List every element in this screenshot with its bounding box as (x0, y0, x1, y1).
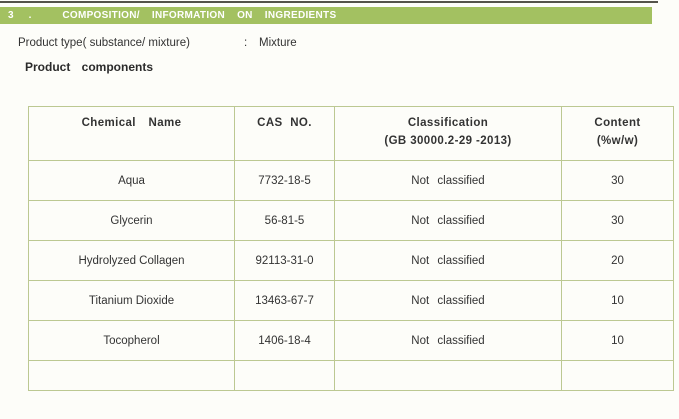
table-row (29, 161, 674, 201)
cas-no-cell: 1406-18-4 (235, 321, 335, 361)
product-type-row (0, 37, 679, 53)
header-chemical-name-label: Chemical Name (81, 117, 182, 129)
chemical-name-cell: Titanium Dioxide (29, 281, 235, 321)
section-number-dot: . (28, 10, 32, 21)
product-type-value: Mixture (259, 37, 297, 49)
cas-no-cell: 56-81-5 (235, 201, 335, 241)
classification-cell: Not classified (335, 281, 562, 321)
content-cell: 10 (562, 321, 674, 361)
ingredients-table (28, 106, 674, 391)
chemical-name-cell (29, 361, 235, 391)
classification-cell (335, 361, 562, 391)
section-title: COMPOSITION/ INFORMATION ON INGREDIENTS (62, 10, 337, 21)
page-top-rule (0, 1, 658, 3)
header-chemical-name (29, 107, 235, 161)
section-header-bar (0, 7, 652, 24)
content-cell: 10 (562, 281, 674, 321)
header-classification (335, 107, 562, 161)
classification-cell: Not classified (335, 201, 562, 241)
header-content (562, 107, 674, 161)
table-header-row (29, 107, 674, 161)
classification-cell: Not classified (335, 161, 562, 201)
product-type-colon: : (244, 37, 248, 49)
header-classification-line1: Classification (407, 117, 489, 129)
product-type-label: Product type( substance/ mixture) (18, 37, 190, 49)
content-cell: 30 (562, 161, 674, 201)
classification-cell: Not classified (335, 321, 562, 361)
header-content-line1: Content (594, 117, 641, 129)
chemical-name-cell: Glycerin (29, 201, 235, 241)
table-row (29, 281, 674, 321)
header-cas-no-label: CAS NO. (257, 117, 312, 129)
content-cell: 30 (562, 201, 674, 241)
chemical-name-cell: Hydrolyzed Collagen (29, 241, 235, 281)
table-row (29, 201, 674, 241)
cas-no-cell (235, 361, 335, 391)
header-content-line2: (%w/w) (596, 135, 639, 147)
section-number: 3 (8, 10, 14, 21)
cas-no-cell: 92113-31-0 (235, 241, 335, 281)
header-cas-no (235, 107, 335, 161)
header-classification-line2: (GB 30000.2-29 -2013) (384, 135, 512, 147)
cas-no-cell: 13463-67-7 (235, 281, 335, 321)
chemical-name-cell: Aqua (29, 161, 235, 201)
table-row (29, 241, 674, 281)
table-row-empty (29, 361, 674, 391)
classification-cell: Not classified (335, 241, 562, 281)
content-cell: 20 (562, 241, 674, 281)
cas-no-cell: 7732-18-5 (235, 161, 335, 201)
product-components-heading: Product components (25, 60, 154, 74)
table-row (29, 321, 674, 361)
content-cell (562, 361, 674, 391)
chemical-name-cell: Tocopherol (29, 321, 235, 361)
